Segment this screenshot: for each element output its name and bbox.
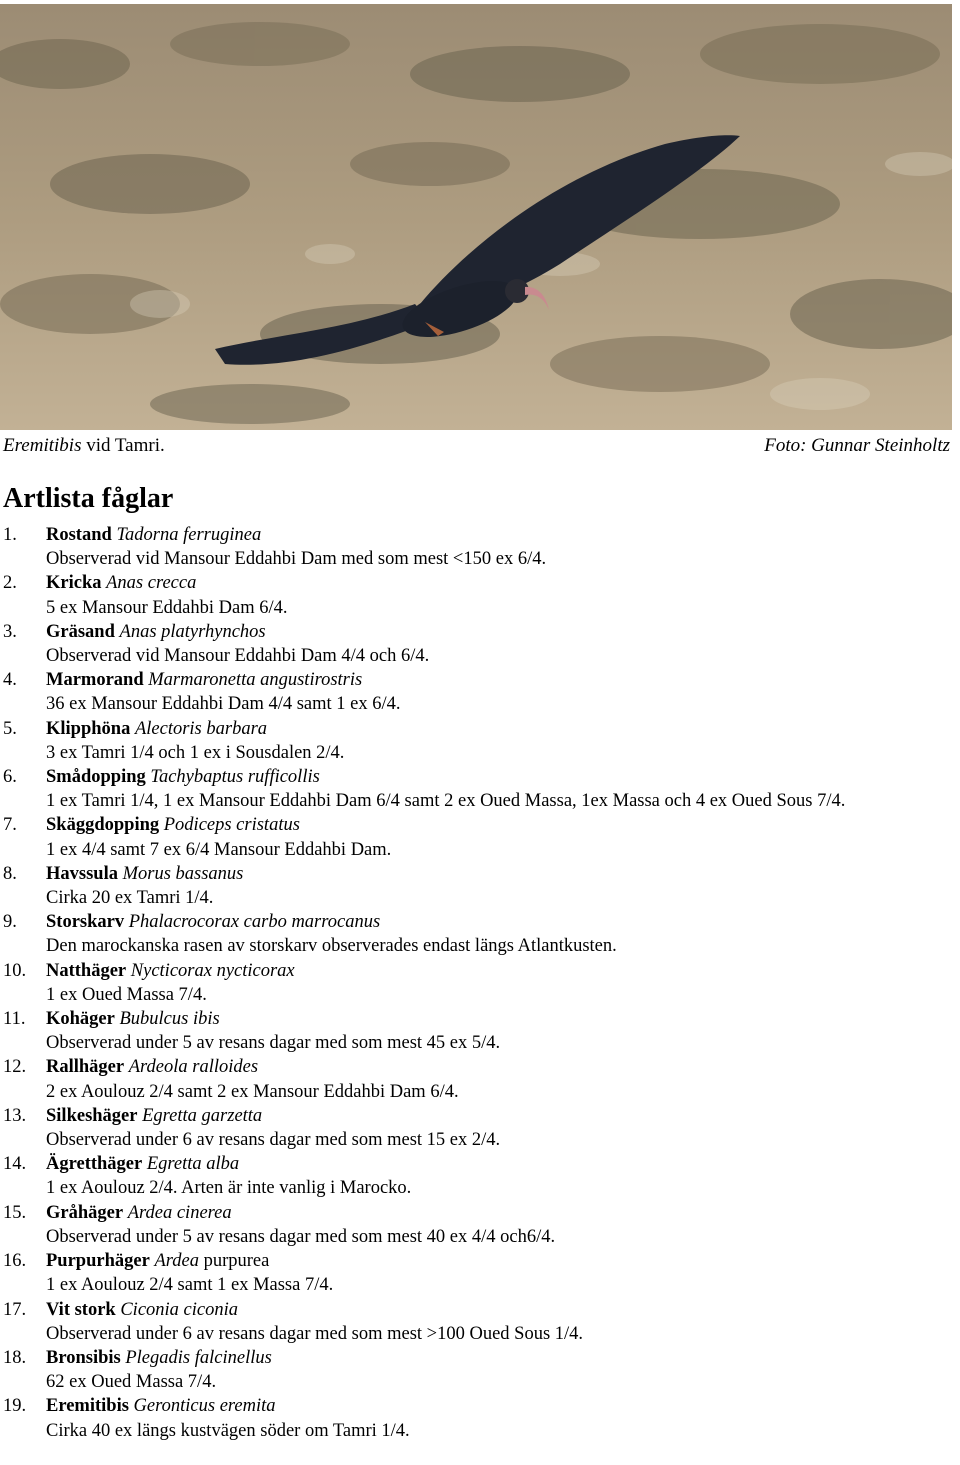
species-body	[46, 717, 955, 765]
species-name-line	[46, 620, 955, 644]
species-name-line	[46, 1104, 955, 1128]
scientific-name: Alectoris barbara	[134, 718, 268, 739]
scientific-name: Egretta alba	[146, 1154, 240, 1175]
observation-note: Observerad under 6 av resans dagar med som mest >100 Oued Sous 1/4.	[46, 1323, 584, 1344]
caption-location: vid Tamri.	[81, 435, 165, 456]
species-name-line	[46, 862, 955, 886]
species-number: 18.	[3, 1347, 27, 1368]
swedish-name: Marmorand	[46, 670, 144, 691]
species-body	[46, 959, 955, 1007]
scientific-name: Bubulcus ibis	[119, 1009, 220, 1030]
species-entry	[0, 1055, 955, 1103]
scientific-name: Tachybaptus rufficollis	[150, 767, 320, 788]
scientific-name: Ardeola ralloides	[128, 1057, 259, 1078]
swedish-name: Vit stork	[46, 1299, 116, 1320]
observation-note: 62 ex Oued Massa 7/4.	[46, 1372, 217, 1393]
species-number: 19.	[3, 1396, 27, 1417]
species-entry	[0, 765, 955, 813]
swedish-name: Eremitibis	[46, 1396, 129, 1417]
species-name-line	[46, 1298, 955, 1322]
swedish-name: Havssula	[46, 863, 118, 884]
swedish-name: Kohäger	[46, 1009, 115, 1030]
species-name-line	[46, 571, 955, 595]
swedish-name: Purpurhäger	[46, 1251, 150, 1272]
species-name-line	[46, 1055, 955, 1079]
species-entry	[0, 1152, 955, 1200]
species-number: 4.	[3, 670, 17, 691]
swedish-name: Gråhäger	[46, 1202, 124, 1223]
observation-note: Cirka 20 ex Tamri 1/4.	[46, 888, 214, 909]
species-body	[46, 1104, 955, 1152]
species-list	[0, 523, 955, 1443]
observation-note: Observerad vid Mansour Eddahbi Dam 4/4 och 6/4.	[46, 646, 430, 667]
scientific-name: Ardea	[154, 1251, 199, 1272]
observation-note: 1 ex Oued Massa 7/4.	[46, 984, 207, 1005]
species-entry	[0, 1007, 955, 1055]
species-number: 2.	[3, 573, 17, 594]
swedish-name: Storskarv	[46, 912, 125, 933]
caption-left	[3, 435, 165, 457]
scientific-name: Egretta garzetta	[142, 1105, 263, 1126]
scientific-name: Geronticus eremita	[133, 1396, 276, 1417]
swedish-name: Skäggdopping	[46, 815, 160, 836]
species-number: 7.	[3, 815, 17, 836]
scientific-name: Phalacrocorax carbo marrocanus	[128, 912, 381, 933]
species-number: 13.	[3, 1105, 27, 1126]
species-body	[46, 765, 955, 813]
scientific-name: Anas crecca	[106, 573, 197, 594]
species-name-line	[46, 1007, 955, 1031]
photo-credit: Foto: Gunnar Steinholtz	[764, 435, 950, 456]
species-number: 11.	[3, 1009, 26, 1030]
species-number: 1.	[3, 525, 17, 545]
species-number: 8.	[3, 863, 17, 884]
scientific-name: Plegadis falcinellus	[125, 1347, 272, 1368]
species-name-line	[46, 717, 955, 741]
species-body	[46, 1055, 955, 1103]
species-entry	[0, 959, 955, 1007]
species-entry	[0, 1201, 955, 1249]
species-body	[46, 1346, 955, 1394]
species-name-line	[46, 1346, 955, 1370]
bird-photo	[0, 4, 952, 430]
species-body	[46, 813, 955, 861]
scientific-name: Morus bassanus	[122, 863, 244, 884]
scientific-name: Tadorna ferruginea	[116, 525, 262, 545]
page-title: Artlista fåglar	[3, 483, 174, 514]
species-entry	[0, 1394, 955, 1442]
species-number: 14.	[3, 1154, 27, 1175]
species-number: 17.	[3, 1299, 27, 1320]
observation-note: 5 ex Mansour Eddahbi Dam 6/4.	[46, 597, 288, 618]
observation-note: 1 ex Tamri 1/4, 1 ex Mansour Eddahbi Dam 6/4 samt 2 ex Oued Massa, 1ex Massa och 4 ex Oued Sous 7/4.	[46, 791, 846, 812]
species-name-line	[46, 1394, 955, 1418]
observation-note: Observerad under 5 av resans dagar med som mest 40 ex 4/4 och6/4.	[46, 1226, 556, 1247]
species-name-line	[46, 813, 955, 837]
swedish-name: Ägretthäger	[46, 1154, 143, 1175]
flying-ibis-photo-icon	[0, 4, 952, 430]
observation-note: 2 ex Aoulouz 2/4 samt 2 ex Mansour Eddahbi Dam 6/4.	[46, 1081, 459, 1102]
swedish-name: Rallhäger	[46, 1057, 125, 1078]
species-number: 16.	[3, 1251, 27, 1272]
caption-species-name: Eremitibis	[3, 435, 82, 456]
scientific-name: Nycticorax nycticorax	[130, 960, 295, 981]
species-entry	[0, 717, 955, 765]
observation-note: 3 ex Tamri 1/4 och 1 ex i Sousdalen 2/4.	[46, 742, 345, 763]
species-name-line	[46, 765, 955, 789]
swedish-name: Kricka	[46, 573, 102, 594]
observation-note: Cirka 40 ex längs kustvägen söder om Tamri 1/4.	[46, 1420, 410, 1441]
species-entry	[0, 571, 955, 619]
swedish-name: Gräsand	[46, 621, 115, 642]
observation-note: Observerad vid Mansour Eddahbi Dam med som mest <150 ex 6/4.	[46, 549, 547, 570]
scientific-name: Ciconia ciconia	[120, 1299, 239, 1320]
scientific-name-rest: purpurea	[198, 1251, 270, 1272]
species-body	[46, 1152, 955, 1200]
species-entry	[0, 523, 955, 571]
species-entry	[0, 813, 955, 861]
species-entry	[0, 1346, 955, 1394]
species-name-line	[46, 1201, 955, 1225]
photo-caption	[3, 435, 950, 457]
species-entry	[0, 1298, 955, 1346]
species-body	[46, 1201, 955, 1249]
species-entry	[0, 1104, 955, 1152]
species-number: 10.	[3, 960, 27, 981]
species-name-line	[46, 1152, 955, 1176]
species-body	[46, 1007, 955, 1055]
species-number: 9.	[3, 912, 17, 933]
species-entry	[0, 862, 955, 910]
observation-note: Observerad under 5 av resans dagar med som mest 45 ex 5/4.	[46, 1033, 501, 1054]
swedish-name: Natthäger	[46, 960, 127, 981]
species-body	[46, 862, 955, 910]
species-name-line	[46, 668, 955, 692]
observation-note: 36 ex Mansour Eddahbi Dam 4/4 samt 1 ex 6/4.	[46, 694, 401, 715]
species-name-line	[46, 523, 955, 547]
scientific-name: Ardea cinerea	[127, 1202, 232, 1223]
species-name-line	[46, 910, 955, 934]
species-body	[46, 668, 955, 716]
species-body	[46, 523, 955, 571]
species-number: 5.	[3, 718, 17, 739]
species-body	[46, 1298, 955, 1346]
species-body	[46, 1394, 955, 1442]
species-body	[46, 620, 955, 668]
swedish-name: Silkeshäger	[46, 1105, 138, 1126]
species-body	[46, 571, 955, 619]
observation-note: Observerad under 6 av resans dagar med som mest 15 ex 2/4.	[46, 1130, 501, 1151]
species-entry	[0, 910, 955, 958]
species-number: 12.	[3, 1057, 27, 1078]
species-entry	[0, 668, 955, 716]
species-body	[46, 1249, 955, 1297]
scientific-name: Anas platyrhynchos	[119, 621, 266, 642]
swedish-name: Klipphöna	[46, 718, 131, 739]
scientific-name: Podiceps cristatus	[163, 815, 300, 836]
scientific-name: Marmaronetta angustirostris	[148, 670, 363, 691]
observation-note: 1 ex Aoulouz 2/4. Arten är inte vanlig i Marocko.	[46, 1178, 412, 1199]
species-name-line	[46, 959, 955, 983]
observation-note: 1 ex Aoulouz 2/4 samt 1 ex Massa 7/4.	[46, 1275, 334, 1296]
species-number: 3.	[3, 621, 17, 642]
swedish-name: Bronsibis	[46, 1347, 121, 1368]
observation-note: Den marockanska rasen av storskarv observerades endast längs Atlantkusten.	[46, 936, 617, 957]
species-entry	[0, 1249, 955, 1297]
swedish-name: Rostand	[46, 525, 112, 545]
swedish-name: Smådopping	[46, 767, 146, 788]
species-number: 6.	[3, 767, 17, 788]
species-body	[46, 910, 955, 958]
species-name-line	[46, 1249, 955, 1273]
observation-note: 1 ex 4/4 samt 7 ex 6/4 Mansour Eddahbi Dam.	[46, 839, 392, 860]
species-entry	[0, 620, 955, 668]
species-number: 15.	[3, 1202, 27, 1223]
